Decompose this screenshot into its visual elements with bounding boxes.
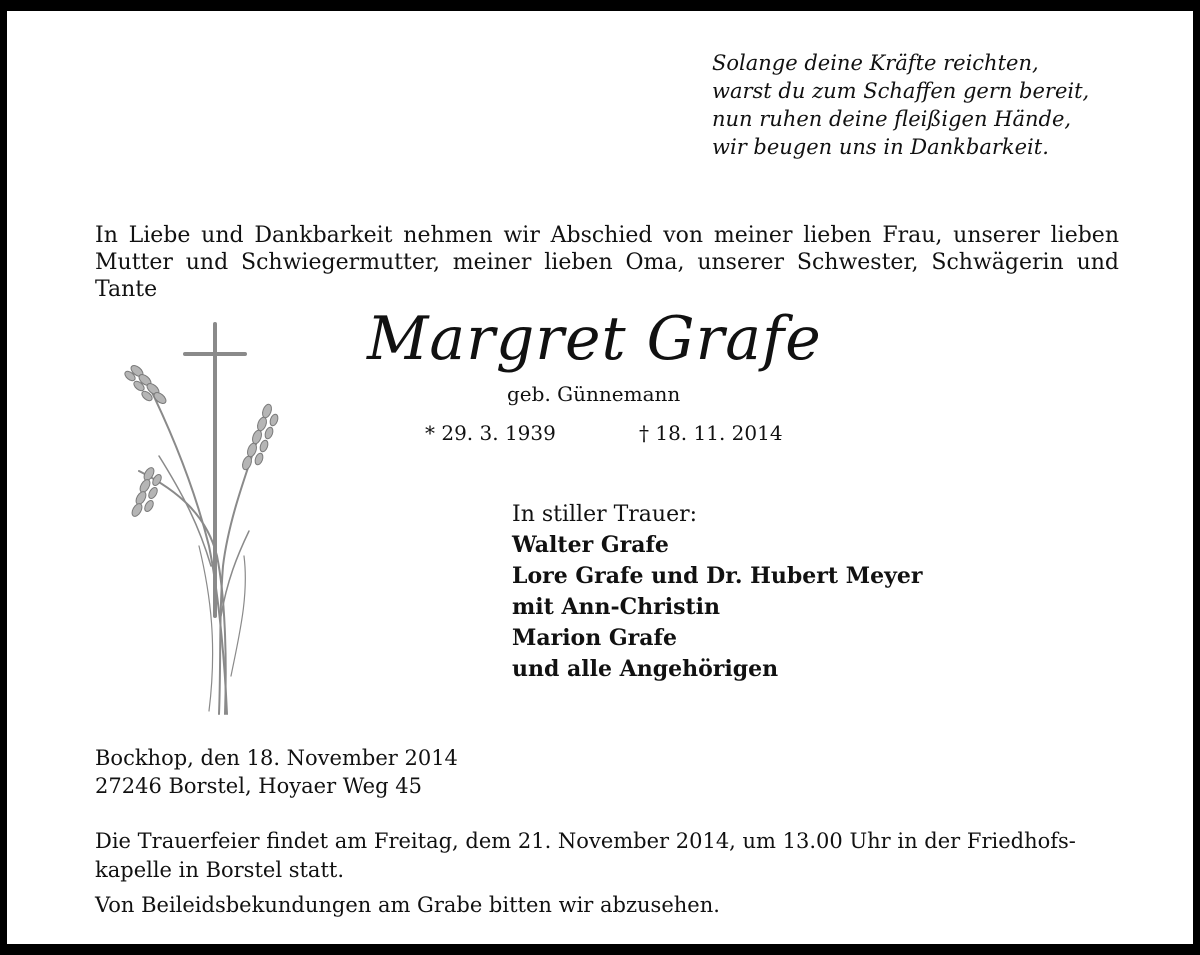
mourner-name: und alle Angehörigen bbox=[512, 656, 779, 682]
poem-line: wir beugen uns in Dankbarkeit. bbox=[712, 135, 1049, 159]
mourner-name: mit Ann-Christin bbox=[512, 594, 721, 620]
address-line: 27246 Borstel, Hoyaer Weg 45 bbox=[95, 774, 422, 798]
poem bbox=[712, 49, 1132, 161]
funeral-text: Die Trauerfeier findet am Freitag, dem 21. November 2014, um 13.00 Uhr in der Friedhofs-kapelle in Borstel statt. bbox=[95, 829, 1076, 882]
mourner-name: Marion Grafe bbox=[512, 625, 677, 651]
mourners-block bbox=[512, 499, 922, 685]
maiden-name: geb. Günnemann bbox=[507, 382, 681, 406]
place-date-line: Bockhop, den 18. November 2014 bbox=[95, 746, 458, 770]
intro-text: In Liebe und Dankbarkeit nehmen wir Abschied von meiner lieben Frau, unserer lieben Mutter und Schwiegermutter, meiner lieben Oma, unserer Schwester, Schwägerin und Tante bbox=[95, 223, 1119, 302]
condolence-text: Von Beileidsbekundungen am Grabe bitten wir abzusehen. bbox=[95, 893, 720, 917]
mourner-name: Walter Grafe bbox=[512, 532, 669, 558]
birth-date: * 29. 3. 1939 bbox=[425, 421, 556, 445]
mourner-name: Lore Grafe und Dr. Hubert Meyer bbox=[512, 563, 923, 589]
poem-line: nun ruhen deine fleißigen Hände, bbox=[712, 107, 1072, 131]
cross-with-wheat-icon bbox=[99, 316, 289, 721]
mourners-heading: In stiller Trauer: bbox=[512, 502, 698, 527]
funeral-notice bbox=[95, 827, 1119, 920]
poem-line: warst du zum Schaffen gern bereit, bbox=[712, 79, 1090, 103]
poem-line: Solange deine Kräfte reichten, bbox=[712, 51, 1039, 75]
death-date: † 18. 11. 2014 bbox=[639, 421, 783, 445]
deceased-name: Margret Grafe bbox=[367, 304, 822, 374]
place-and-date bbox=[95, 744, 458, 800]
